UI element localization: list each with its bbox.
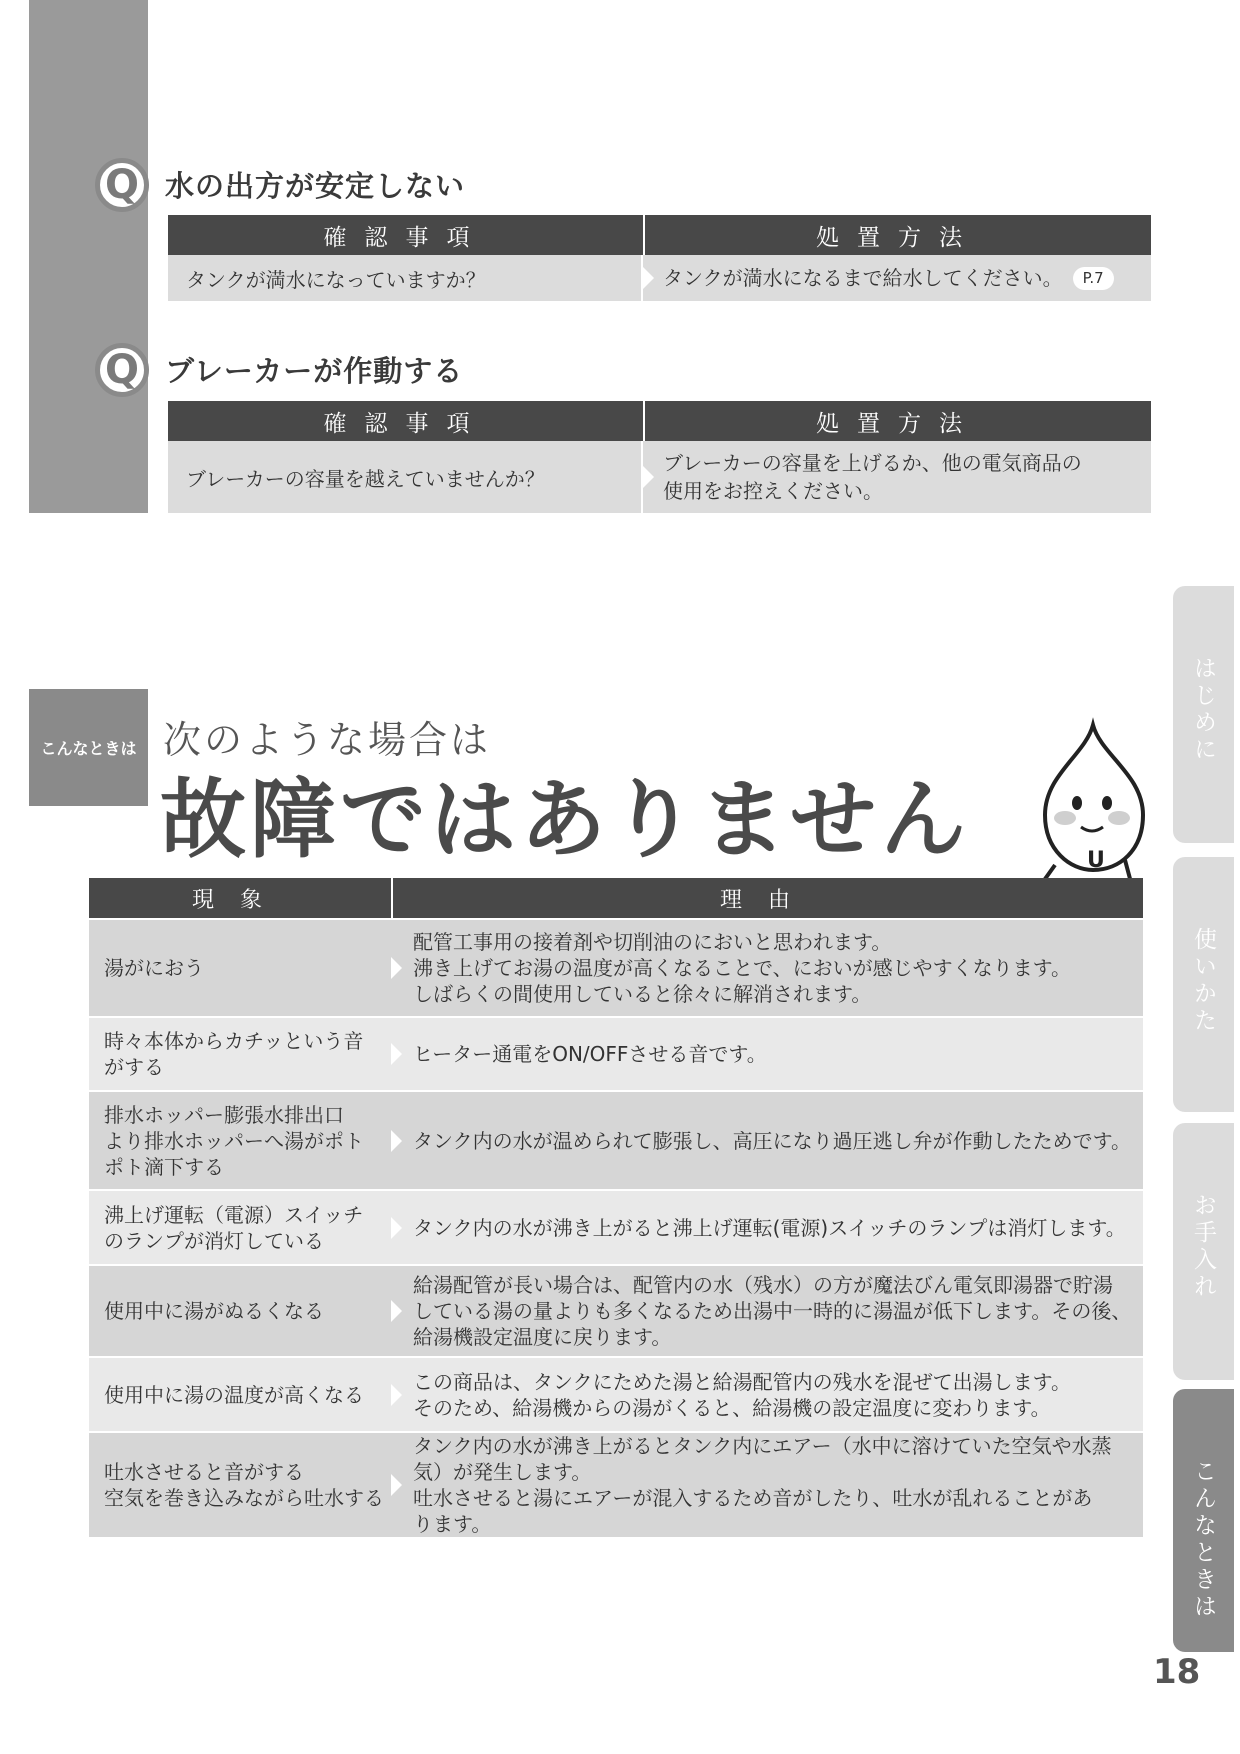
reason-text: 給湯配管が長い場合は、配管内の水（残水）の方が魔法びん電気即湯器で貯湯 — [413, 1273, 1113, 1297]
reason-cell — [391, 1266, 1143, 1356]
phenomenon-text: 時々本体からカチッという音 — [104, 1029, 364, 1053]
reason-text: 給湯機設定温度に戻ります。 — [413, 1325, 672, 1349]
arrow-icon — [391, 1300, 402, 1322]
phenomenon-text: 排水ホッパー膨張水排出口 — [104, 1102, 344, 1127]
phenomenon-text: 湯がにおう — [104, 956, 204, 980]
reason-text: しばらくの間使用していると徐々に解消されます。 — [413, 982, 872, 1006]
arrow-icon — [391, 1043, 402, 1065]
reason-text: タンク内の水が沸き上がるとタンク内にエアー（水中に溶けていた空気や水蒸 — [413, 1434, 1112, 1458]
svg-text:U: U — [1087, 848, 1105, 873]
table-row — [89, 918, 1143, 1016]
q1-title: 水の出方が安定しない — [165, 169, 466, 203]
phenomenon-text: 使用中に湯がぬるくなる — [104, 1299, 324, 1323]
phenomenon-cell — [89, 1092, 391, 1189]
q1-check: タンクが満水になっていますか？ — [168, 255, 643, 301]
q1-table — [168, 215, 1151, 301]
tab-label: はじめに — [1190, 656, 1216, 764]
reason-text: 沸き上げてお湯の温度が高くなることで、においが感じやすくなります。 — [413, 956, 1071, 980]
table-row — [89, 1264, 1143, 1356]
tab-1[interactable] — [1173, 586, 1234, 843]
section-heading: 故障ではありません — [160, 770, 970, 870]
reason-text: 吐水させると湯にエアーが混入するため音がしたり、吐水が乱れることがあ — [413, 1486, 1093, 1510]
col-phenomenon: 現象 — [89, 878, 393, 918]
section-label: こんなときは — [29, 689, 148, 806]
tab-4[interactable] — [1173, 1389, 1234, 1652]
phenomenon-text: ポト滴下する — [104, 1154, 224, 1179]
phenomenon-table — [89, 878, 1143, 1537]
reason-text: この商品は、タンクにためた湯と給湯配管内の残水を混ぜて出湯します。 — [413, 1369, 1071, 1394]
phenomenon-cell — [89, 1358, 391, 1431]
phenomenon-cell — [89, 1018, 391, 1090]
q1-action-cell — [643, 255, 1151, 301]
arrow-icon — [391, 1474, 402, 1496]
tab-label: こんなときは — [1190, 1459, 1216, 1621]
arrow-icon — [391, 1217, 402, 1239]
phenomenon-text: 使用中に湯の温度が高くなる — [104, 1382, 364, 1407]
reason-text: タンク内の水が温められて膨張し、高圧になり過圧逃し弁が作動したためです。 — [413, 1128, 1131, 1153]
phenomenon-cell — [89, 1191, 391, 1264]
q2-col-check: 確認事項 — [168, 401, 645, 441]
reason-text: ります。 — [413, 1512, 492, 1536]
q-badge-icon: Q — [95, 158, 149, 212]
phenomenon-text: 沸上げ運転（電源）スイッチ — [104, 1202, 364, 1227]
phenomenon-text: のランプが消灯している — [104, 1228, 324, 1253]
arrow-icon — [391, 1384, 402, 1406]
phenomenon-cell — [89, 920, 391, 1016]
q2-title: ブレーカーが作動する — [165, 354, 464, 388]
q1-col-check: 確認事項 — [168, 215, 645, 255]
page-number: 18 — [1153, 1652, 1201, 1692]
phenomenon-text: より排水ホッパーへ湯がポト — [104, 1128, 364, 1153]
table-row — [89, 1090, 1143, 1189]
tab-2[interactable] — [1173, 857, 1234, 1112]
arrow-icon — [391, 1130, 402, 1152]
reason-text: 気）が発生します。 — [413, 1460, 592, 1484]
tab-label: お手入れ — [1190, 1193, 1216, 1301]
q2-table — [168, 401, 1151, 513]
table-row — [89, 1016, 1143, 1090]
phenomenon-cell — [89, 1433, 391, 1537]
tab-3[interactable] — [1173, 1123, 1234, 1380]
reason-text: している湯の量よりも多くなるため出湯中一時的に湯温が低下します。その後、 — [413, 1299, 1132, 1323]
reason-cell — [391, 1018, 1143, 1090]
arrow-icon — [643, 466, 654, 488]
q1-action: タンクが満水になるまで給水してください。 — [663, 266, 1063, 290]
phenomenon-cell — [89, 1266, 391, 1356]
q2-action-cell — [643, 441, 1151, 513]
phenomenon-text: 空気を巻き込みながら吐水する — [104, 1486, 384, 1510]
section-sidebar-bar — [29, 0, 148, 513]
tab-label: 使いかた — [1190, 927, 1216, 1035]
arrow-icon — [391, 957, 402, 979]
table-row — [89, 1356, 1143, 1431]
reason-text: 配管工事用の接着剤や切削油のにおいと思われます。 — [413, 930, 892, 954]
section-subheading: 次のような場合は — [163, 718, 492, 762]
reason-cell — [391, 1092, 1143, 1189]
q2-col-action: 処置方法 — [816, 410, 980, 437]
q-badge-icon: Q — [95, 343, 149, 397]
q2-check: ブレーカーの容量を越えていませんか？ — [168, 441, 643, 513]
reason-cell — [391, 920, 1143, 1016]
reason-text: タンク内の水が沸き上がると沸上げ運転(電源)スイッチのランプは消灯します。 — [413, 1215, 1126, 1240]
q1-col-action: 処置方法 — [816, 224, 980, 251]
col-reason: 理由 — [719, 887, 816, 913]
table-row — [89, 1189, 1143, 1264]
reason-text: そのため、給湯機からの湯がくると、給湯機の設定温度に変わります。 — [413, 1395, 1051, 1420]
arrow-icon — [643, 267, 654, 289]
reason-cell — [391, 1191, 1143, 1264]
reason-cell — [391, 1358, 1143, 1431]
reason-cell — [391, 1433, 1143, 1537]
page-ref-badge: P.7 — [1073, 267, 1114, 290]
table-row — [89, 1431, 1143, 1537]
q2-action-line1: ブレーカーの容量を上げるか、他の電気商品の — [663, 451, 1082, 475]
phenomenon-text: 吐水させると音がする — [104, 1460, 304, 1484]
phenomenon-text: がする — [104, 1055, 164, 1079]
q2-action-line2: 使用をお控えください。 — [663, 479, 883, 503]
reason-text: ヒーター通電をON/OFFさせる音です。 — [413, 1042, 767, 1066]
